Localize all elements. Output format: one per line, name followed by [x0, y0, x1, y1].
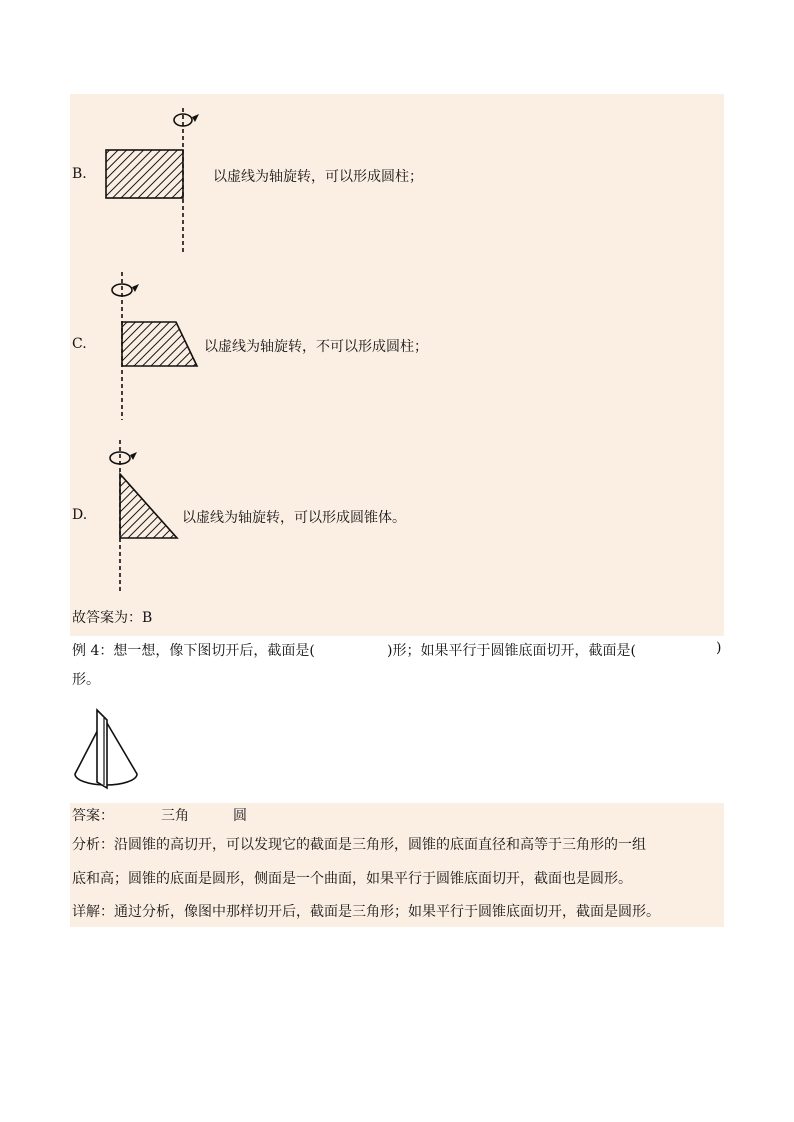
example4-text-line2: 形。 — [72, 672, 100, 688]
rectangle-rotation-figure — [100, 108, 210, 254]
answer-line: 故答案为：B — [72, 610, 153, 626]
option-b-letter: B. — [72, 166, 87, 182]
option-b-text: 以虚线为轴旋转，可以形成圆柱； — [213, 169, 423, 185]
analysis-line-1: 分析：沿圆锥的高切开，可以发现它的截面是三角形，圆锥的底面直径和高等于三角形的一组 — [72, 837, 646, 853]
detail-line: 详解：通过分析，像图中那样切开后，截面是三角形；如果平行于圆锥底面切开，截面是圆形。 — [72, 904, 660, 920]
trapezoid-rotation-figure — [100, 272, 210, 420]
option-c-letter: C. — [72, 336, 87, 352]
example4-text-part1: 例 4：想一想，像下图切开后，截面是( — [72, 643, 315, 659]
answer-blank-2: 圆 — [233, 808, 247, 824]
analysis-line-2: 底和高；圆锥的底面是圆形，侧面是一个曲面，如果平行于圆锥底面切开，截面也是圆形。 — [72, 871, 632, 887]
example4-text-part2: )形；如果平行于圆锥底面切开，截面是( — [387, 643, 636, 659]
cut-cone-figure — [72, 706, 142, 790]
answer-label: 答案： — [72, 808, 114, 824]
option-c-text: 以虚线为轴旋转，不可以形成圆柱； — [204, 339, 428, 355]
option-d-text: 以虚线为轴旋转，可以形成圆锥体。 — [182, 510, 406, 526]
example4-text-part3: ) — [716, 640, 722, 656]
option-d-letter: D. — [72, 507, 88, 523]
answer-blank-1: 三角 — [161, 808, 189, 824]
